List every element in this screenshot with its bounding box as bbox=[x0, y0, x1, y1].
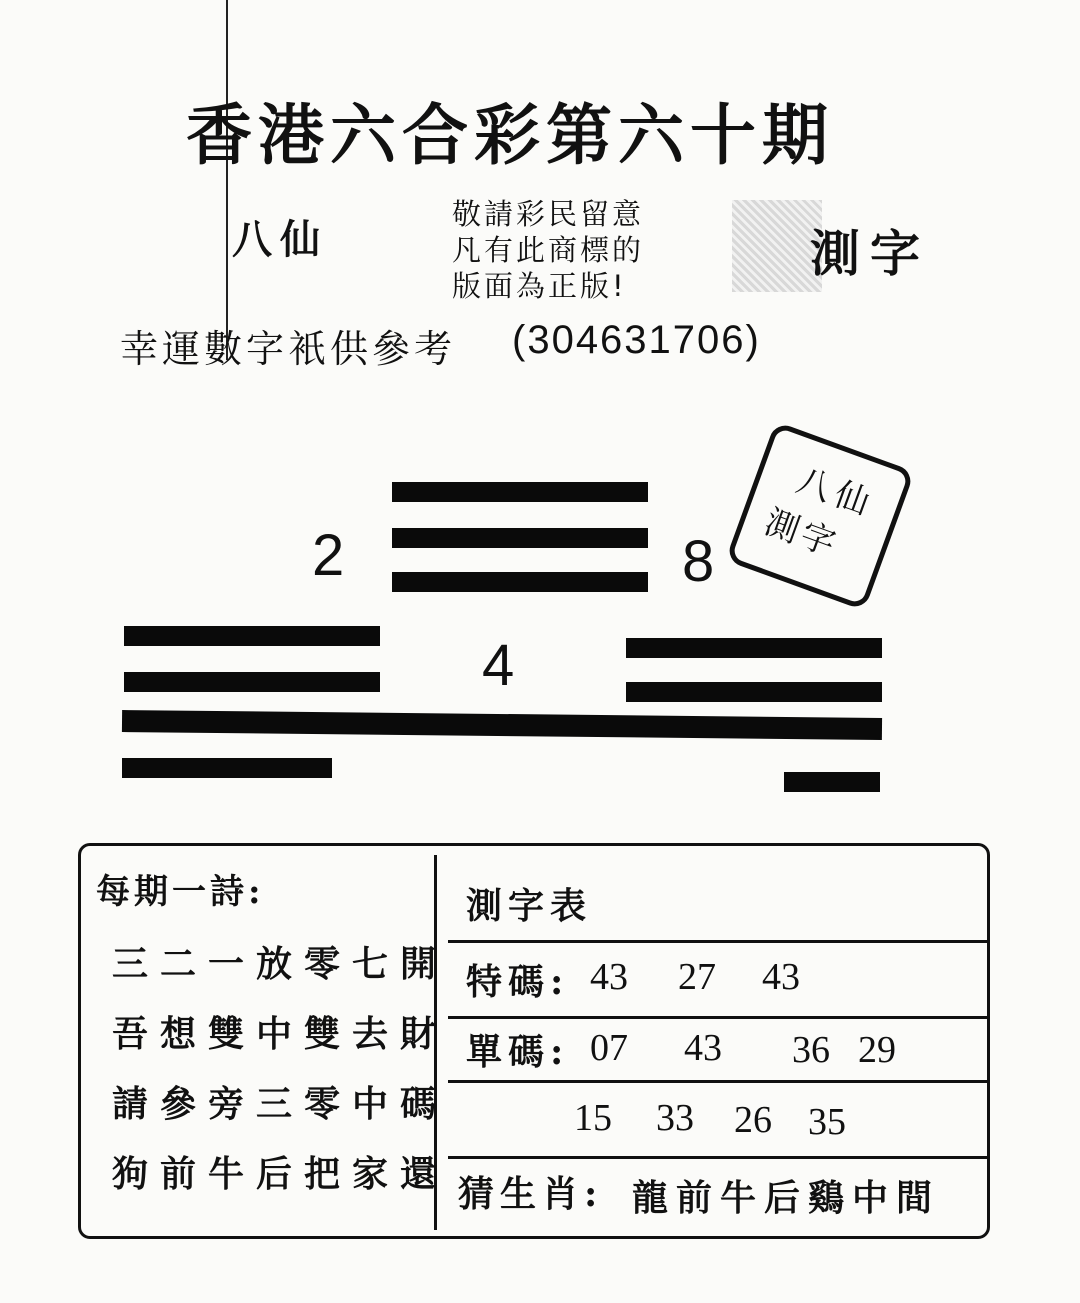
logo-smudge bbox=[732, 200, 822, 292]
single-value: 15 bbox=[574, 1097, 612, 1139]
poem-line: 吾想雙中雙去財 bbox=[112, 1013, 449, 1055]
trigram-left-line bbox=[124, 626, 380, 646]
trigram-right-line bbox=[626, 638, 882, 658]
trigram-long-line bbox=[122, 710, 882, 740]
authenticity-notice bbox=[452, 196, 712, 304]
single-value: 33 bbox=[656, 1097, 694, 1139]
trigram-broken-line bbox=[122, 758, 332, 778]
trigram-right-line bbox=[626, 682, 882, 702]
hexagram-number-left: 2 bbox=[312, 523, 345, 588]
zodiac-value: 龍前牛后鷄中間 bbox=[632, 1177, 941, 1219]
single-value: 43 bbox=[684, 1027, 722, 1069]
zodiac-label: 猜生肖: bbox=[458, 1173, 604, 1215]
brand-left: 八仙 bbox=[232, 216, 328, 263]
table-title: 測字表 bbox=[466, 885, 593, 927]
stamp-text: 八仙 bbox=[791, 460, 881, 526]
poem-line: 請參旁三零中碼 bbox=[112, 1083, 449, 1125]
hexagram-number-right: 8 bbox=[682, 529, 715, 594]
stamp-text: 測字 bbox=[759, 502, 845, 566]
lucky-number: (304631706) bbox=[512, 318, 761, 362]
trigram-top-line bbox=[392, 572, 648, 592]
special-label: 特碼: bbox=[466, 961, 570, 1003]
special-value: 43 bbox=[590, 956, 628, 998]
table-rule bbox=[448, 1080, 990, 1083]
hexagram-number-center: 4 bbox=[482, 633, 515, 698]
poem-line: 狗前牛后把家還 bbox=[112, 1153, 449, 1195]
table-rule bbox=[448, 1016, 990, 1019]
single-value: 07 bbox=[590, 1027, 628, 1069]
trigram-top-line bbox=[392, 482, 648, 502]
single-value: 26 bbox=[734, 1099, 772, 1141]
trigram-broken-line bbox=[784, 772, 880, 792]
trigram-top-line bbox=[392, 528, 648, 548]
brand-stamp bbox=[725, 421, 915, 611]
single-label: 單碼: bbox=[466, 1031, 570, 1073]
special-value: 27 bbox=[678, 956, 716, 998]
page-title: 香港六合彩第六十期 bbox=[186, 96, 834, 174]
scan-line bbox=[226, 0, 228, 360]
trigram-left-line bbox=[124, 672, 380, 692]
lucky-number-label: 幸運數字衹供參考 bbox=[120, 327, 457, 371]
notice-line: 敬請彩民留意 bbox=[452, 197, 645, 231]
special-value: 43 bbox=[762, 956, 800, 998]
table-rule bbox=[448, 940, 990, 943]
brand-right: 測字 bbox=[810, 224, 930, 283]
single-value: 35 bbox=[808, 1101, 846, 1143]
notice-line: 凡有此商標的 bbox=[452, 233, 645, 267]
table-rule bbox=[448, 1156, 990, 1159]
poem-title: 每期一詩: bbox=[96, 872, 265, 912]
notice-line: 版面為正版! bbox=[452, 269, 627, 303]
single-value: 36 bbox=[792, 1029, 830, 1071]
single-value: 29 bbox=[858, 1029, 896, 1071]
poem-line: 三二一放零七開 bbox=[112, 943, 449, 985]
